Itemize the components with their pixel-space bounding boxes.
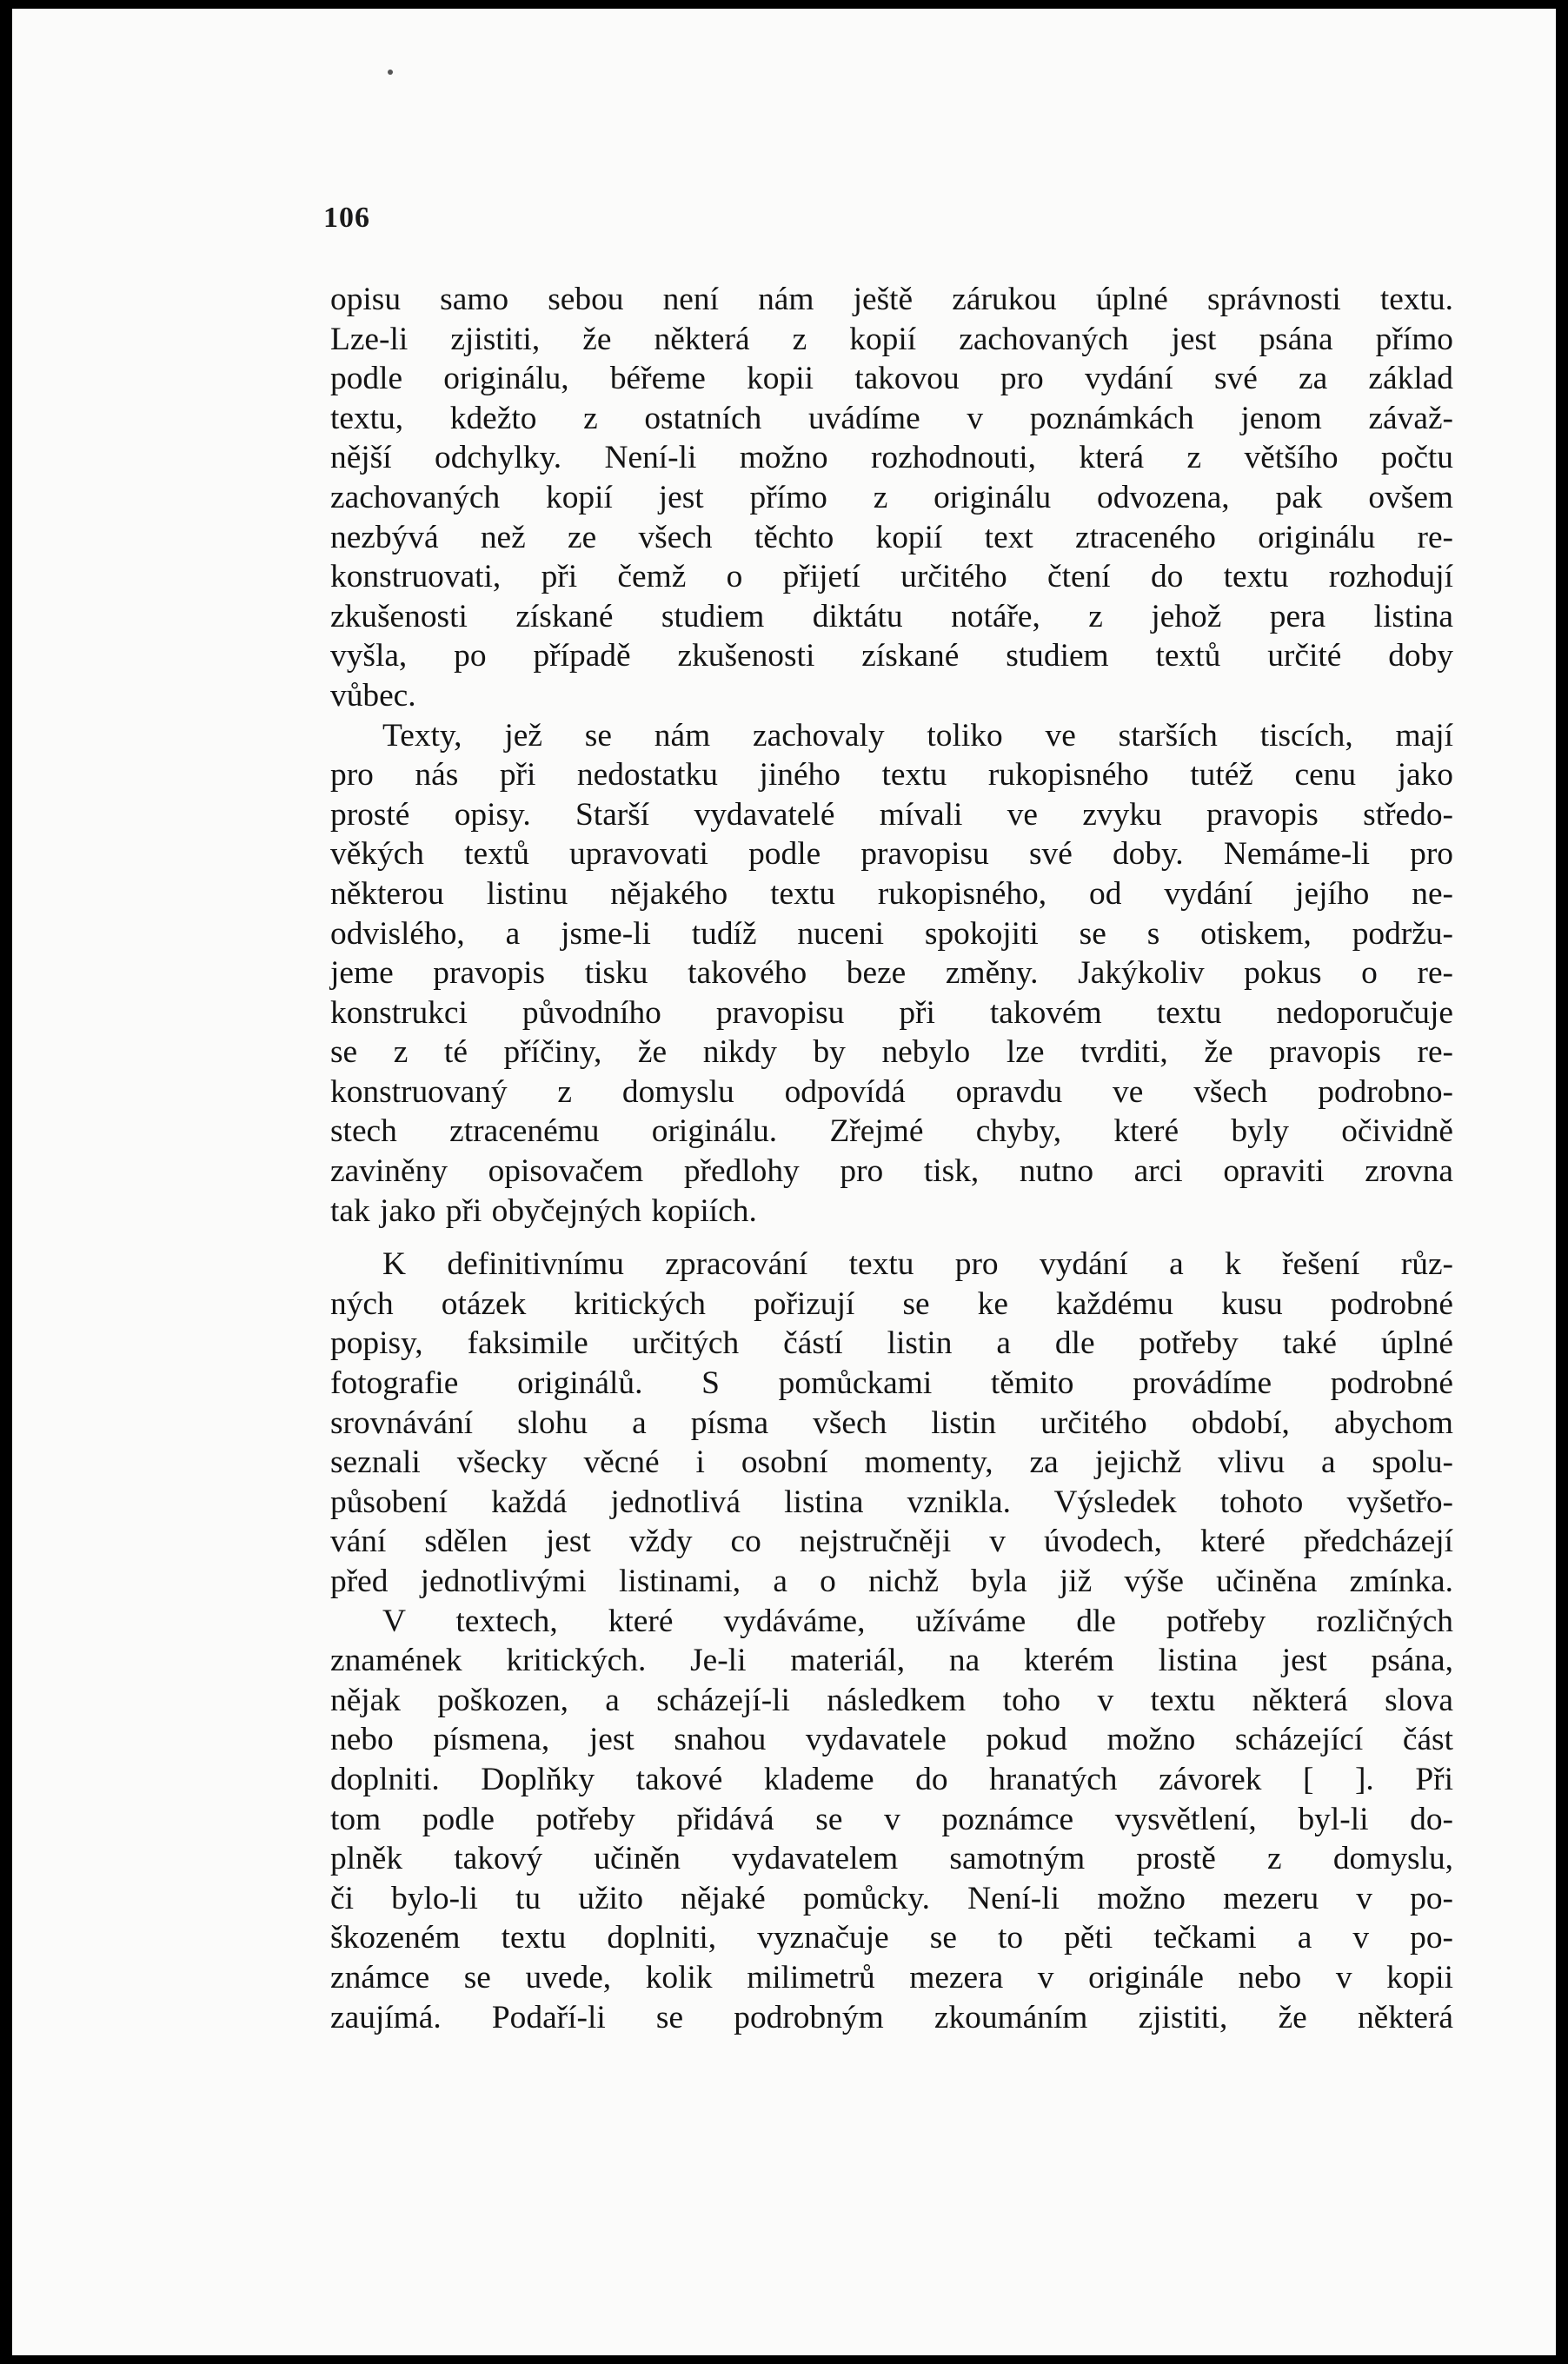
text-line: před jednotlivými listinami, a o nichž byla již výše učiněna zmínka. bbox=[330, 1564, 1453, 1599]
text-line: vyšla, po případě zkušenosti získané studiem textů určité doby bbox=[330, 638, 1453, 674]
text-line: Lze-li zjistiti, že některá z kopií zachovaných jest psána přímo bbox=[330, 321, 1453, 357]
text-line: plněk takový učiněn vydavatelem samotným prostě z domyslu, bbox=[330, 1841, 1453, 1877]
text-line: znamének kritických. Je-li materiál, na kterém listina jest psána, bbox=[330, 1643, 1453, 1679]
text-line: nějak poškozen, a scházejí-li následkem toho v textu některá slova bbox=[330, 1682, 1453, 1718]
text-line: stech ztracenému originálu. Zřejmé chyby, které byly očividně bbox=[330, 1113, 1453, 1150]
text-line: působení každá jednotlivá listina vznikla. Výsledek tohoto vyšetřo- bbox=[330, 1484, 1453, 1520]
scanned-page bbox=[12, 9, 1556, 2355]
text-line: věkých textů upravovati podle pravopisu své doby. Nemáme-li pro bbox=[330, 836, 1453, 873]
text-line: zachovaných kopií jest přímo z originálu odvozena, pak ovšem bbox=[330, 479, 1453, 515]
text-line: K definitivnímu zpracování textu pro vydání a k řešení růz- bbox=[382, 1246, 1453, 1283]
text-line: či bylo-li tu užito nějaké pomůcky. Není-li možno mezeru v po- bbox=[330, 1880, 1453, 1916]
text-line: prosté opisy. Starší vydavatelé mívali ve zvyku pravopis středo- bbox=[330, 796, 1453, 833]
text-line: tak jako při obyčejných kopiích. bbox=[330, 1192, 757, 1229]
page-number: 106 bbox=[323, 202, 370, 234]
text-line: vůbec. bbox=[330, 677, 416, 714]
scan-speck bbox=[388, 70, 393, 75]
text-line: seznali všecky věcné i osobní momenty, za jejichž vlivu a spolu- bbox=[330, 1444, 1453, 1481]
text-line: konstrukci původního pravopisu při takovém textu nedoporučuje bbox=[330, 994, 1453, 1031]
text-line: zkušenosti získané studiem diktátu notáře, z jehož pera listina bbox=[330, 598, 1453, 634]
text-line: srovnávání slohu a písma všech listin určitého období, abychom bbox=[330, 1404, 1453, 1441]
text-line: škozeném textu doplniti, vyznačuje se to pěti tečkami a v po- bbox=[330, 1920, 1453, 1956]
text-line: opisu samo sebou není nám ještě zárukou úplné správnosti textu. bbox=[330, 282, 1453, 317]
text-line: se z té příčiny, že nikdy by nebylo lze tvrditi, že pravopis re- bbox=[330, 1034, 1453, 1071]
text-line: některou listinu nějakého textu rukopisného, od vydání jejího ne- bbox=[330, 875, 1453, 912]
text-line: konstruovati, při čemž o přijetí určitého čtení do textu rozhodují bbox=[330, 559, 1453, 595]
text-line: V textech, které vydáváme, užíváme dle potřeby rozličných bbox=[382, 1603, 1453, 1639]
text-line: textu, kdežto z ostatních uvádíme v poznámkách jenom závaž- bbox=[330, 400, 1453, 436]
text-line: podle originálu, béřeme kopii takovou pro vydání své za základ bbox=[330, 361, 1453, 397]
text-line: nezbývá než ze všech těchto kopií text ztraceného originálu re- bbox=[330, 519, 1453, 555]
text-line: nější odchylky. Není-li možno rozhodnouti, která z většího počtu bbox=[330, 440, 1453, 476]
body-text bbox=[330, 280, 1453, 2037]
text-line: vání sdělen jest vždy co nejstručněji v úvodech, které předcházejí bbox=[330, 1524, 1453, 1560]
text-line: odvislého, a jsme-li tudíž nuceni spokojiti se s otiskem, podržu- bbox=[330, 915, 1453, 952]
paragraph-gap bbox=[330, 1231, 1453, 1245]
text-line: jeme pravopis tisku takového beze změny. Jakýkoliv pokus o re- bbox=[330, 955, 1453, 992]
text-line: fotografie originálů. S pomůckami těmito provádíme podrobné bbox=[330, 1365, 1453, 1402]
text-line: známce se uvede, kolik milimetrů mezera v originále nebo v kopii bbox=[330, 1959, 1453, 1995]
text-line: nebo písmena, jest snahou vydavatele pokud možno scházející část bbox=[330, 1722, 1453, 1758]
text-line: ných otázek kritických pořizují se ke každému kusu podrobné bbox=[330, 1285, 1453, 1322]
text-line: zaviněny opisovačem předlohy pro tisk, nutno arci opraviti zrovna bbox=[330, 1153, 1453, 1190]
text-line: zaujímá. Podaří-li se podrobným zkoumáním zjistiti, že některá bbox=[330, 1999, 1453, 2035]
text-line: konstruovaný z domyslu odpovídá opravdu ve všech podrobno- bbox=[330, 1073, 1453, 1110]
text-line: popisy, faksimile určitých částí listin a dle potřeby také úplné bbox=[330, 1325, 1453, 1362]
text-line: pro nás při nedostatku jiného textu rukopisného tutéž cenu jako bbox=[330, 757, 1453, 794]
text-line: tom podle potřeby přidává se v poznámce vysvětlení, byl-li do- bbox=[330, 1801, 1453, 1837]
text-line: Texty, jež se nám zachovaly toliko ve starších tiscích, mají bbox=[382, 717, 1453, 754]
text-line: doplniti. Doplňky takové klademe do hranatých závorek [ ]. Při bbox=[330, 1761, 1453, 1797]
